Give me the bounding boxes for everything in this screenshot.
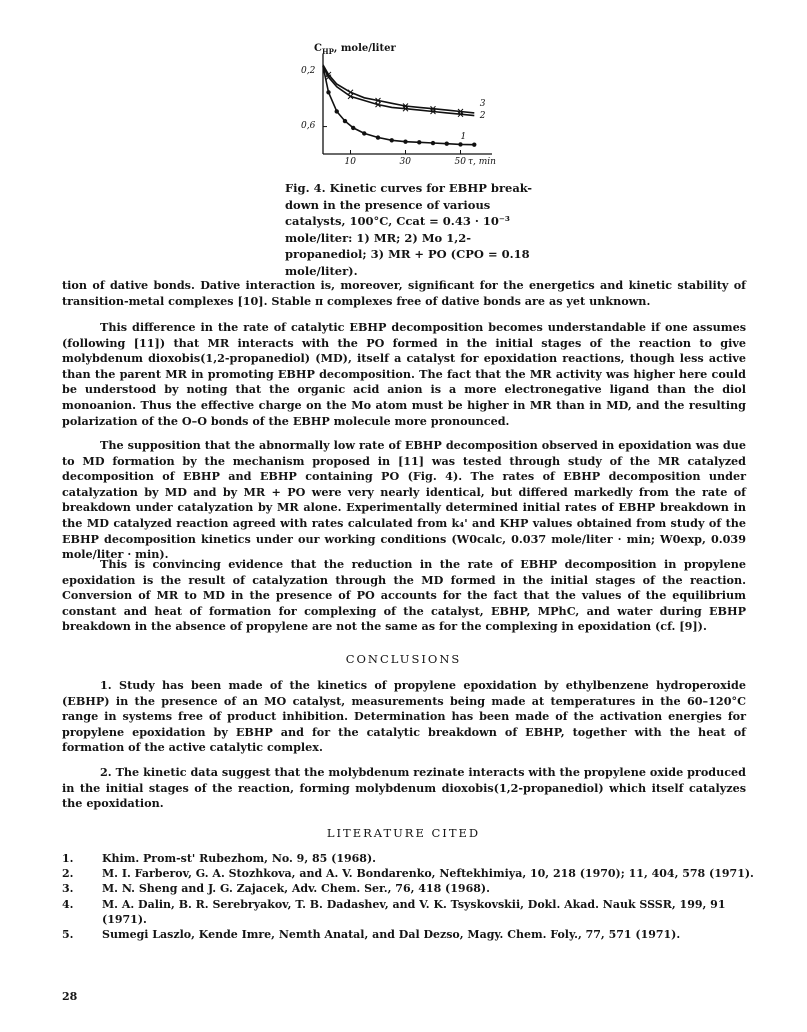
reference-item (62, 897, 762, 927)
data-point-series-1 (472, 142, 476, 146)
data-point-series-1 (376, 135, 380, 139)
curve-label-2: 2 (479, 110, 486, 121)
reference-text: M. N. Sheng and J. G. Zajacek, Adv. Chem. Ser., 76, 418 (1968). (102, 882, 490, 896)
reference-number: 1. (62, 852, 74, 865)
x-axis-unit: τ, min (468, 157, 496, 167)
reference-number: 3. (62, 882, 74, 896)
x-tick-label: 50 (454, 157, 466, 167)
literature-heading: LITERATURE CITED (326, 826, 481, 840)
reference-text: M. I. Farberov, G. A. Stozhkova, and A. V. Bondarenko, Neftekhimiya, 10, 218 (1970); 11, 404, 578 (1971). (102, 867, 754, 881)
data-point-series-1 (403, 139, 407, 143)
page-number: 28 (62, 990, 78, 1003)
series-line-2 (323, 66, 474, 115)
reference-text: M. A. Dalin, B. R. Serebryakov, T. B. Dadashev, and V. K. Tsyskovskii, Dokl. Akad. Nauk SSSR, 199, 91 (1971). (102, 897, 726, 926)
conclusions-heading: CONCLUSIONS (345, 652, 462, 666)
data-point-series-1 (326, 90, 330, 94)
reference-item (62, 927, 762, 942)
y-tick-label: 0,2 (301, 65, 316, 76)
curve-label-1: 1 (460, 131, 467, 142)
figure-caption: Fig. 4. Kinetic curves for EBHP break-down in the presence of various catalysts, 100°C, Ccat = 0.43 · 10⁻³ mole/liter: 1) MR; 2) Mo 1,2-propanediol; 3) MR + PO (CPO = 0.18 mole/liter). (285, 181, 533, 278)
figure-4 (268, 36, 558, 176)
data-point-series-1 (445, 142, 449, 146)
reference-number: 2. (62, 867, 74, 881)
reference-text: Khim. Prom-st' Rubezhom, No. 9, 85 (1968). (102, 852, 376, 865)
reference-item (62, 851, 762, 866)
series-line-3 (323, 65, 474, 113)
data-point-series-1 (362, 131, 366, 135)
data-point-series-1 (335, 109, 339, 113)
curve-label-3: 3 (479, 98, 486, 109)
data-point-series-1 (417, 140, 421, 144)
paragraph-2: This difference in the rate of catalytic EBHP decomposition becomes understandable if one assumes (following [11]) that MR interacts with the PO formed in the initial stages of the reaction to give molybdenum dioxobis(1,2-propanediol) (MD), itself a catalyst for epoxidation reactions, though less active than the parent MR in promoting EBHP decomposition. The fact that the MR activity was higher here could be understood by noting that the organic acid anion is a more electronegative ligand than the diol monoanion. Thus the effective charge on the Mo atom must be higher in MR than in MD, and the resulting polarization of the O–O bonds of the EBHP molecule more pronounced. (62, 320, 746, 428)
data-point-series-1 (458, 142, 462, 146)
reference-number: 4. (62, 897, 74, 911)
reference-text: Sumegi Laszlo, Kende Imre, Nemth Anatal, and Dal Dezso, Magy. Chem. Foly., 77, 571 (1971). (102, 928, 681, 942)
conclusion-1: 1. Study has been made of the kinetics of propylene epoxidation by ethylbenzene hydroperoxide (EBHP) in the presence of an MO catalyst, measurements being made at temperatures in the 60–120°C range in systems free of product inhibition. Determination has been made of the activation energies for propylene epoxidation by EBHP and for the catalytic breakdown of EBHP, together with the heat of formation of the active catalytic complex. (62, 678, 746, 755)
data-point-series-1 (343, 119, 347, 123)
reference-list (62, 851, 762, 942)
data-point-series-1 (351, 126, 355, 130)
reference-number: 5. (62, 928, 74, 942)
paragraph-3: The supposition that the abnormally low rate of EBHP decomposition observed in epoxidation was due to MD formation by the mechanism proposed in [11] was tested through study of the MR catalyzed decomposition of EBHP and EBHP containing PO (Fig. 4). The rates of EBHP decomposition under catalyzation by MD and by MR + PO were very nearly identical, but differed markedly from the rate of breakdown under catalyzation by MR alone. Experimentally determined initial rates of EBHP breakdown in the MD catalyzed reaction agreed with rates calculated from k₄' and KHP values obtained from study of the EBHP decomposition kinetics under our working conditions (W0calc, 0.037 mole/liter · min; W0exp, 0.039 mole/liter · min). (62, 438, 746, 562)
kinetic-curves-chart (268, 36, 558, 176)
paragraph-4: This is convincing evidence that the reduction in the rate of EBHP decomposition in propylene epoxidation is the result of catalyzation through the MD formed in the initial stages of the reaction. Conversion of MR to MD in the presence of PO accounts for the fact that the values of the equilibrium constant and heat of formation for complexing of the catalyst, EBHP, MPhC, and water during EBHP breakdown in the absence of propylene are not the same as for the complexing in epoxidation (cf. [9]). (62, 557, 746, 634)
paragraph-1: tion of dative bonds. Dative interaction is, moreover, significant for the energetics and kinetic stability of transition-metal complexes [10]. Stable π complexes free of dative bonds are as yet unknown. (62, 278, 746, 308)
reference-item (62, 881, 762, 896)
x-tick-label: 30 (399, 157, 411, 167)
data-point-series-1 (390, 138, 394, 142)
y-axis-label: $C_{HP}$, mole/liter (314, 43, 396, 56)
x-tick-label: 10 (344, 157, 356, 167)
y-tick-label: 0,6 (301, 120, 316, 131)
conclusion-2: 2. The kinetic data suggest that the molybdenum rezinate interacts with the propylene oxide produced in the initial stages of the reaction, forming molybdenum dioxobis(1,2-propanediol) which itself catalyzes the epoxidation. (62, 765, 746, 811)
reference-item (62, 866, 762, 881)
data-point-series-1 (431, 141, 435, 145)
